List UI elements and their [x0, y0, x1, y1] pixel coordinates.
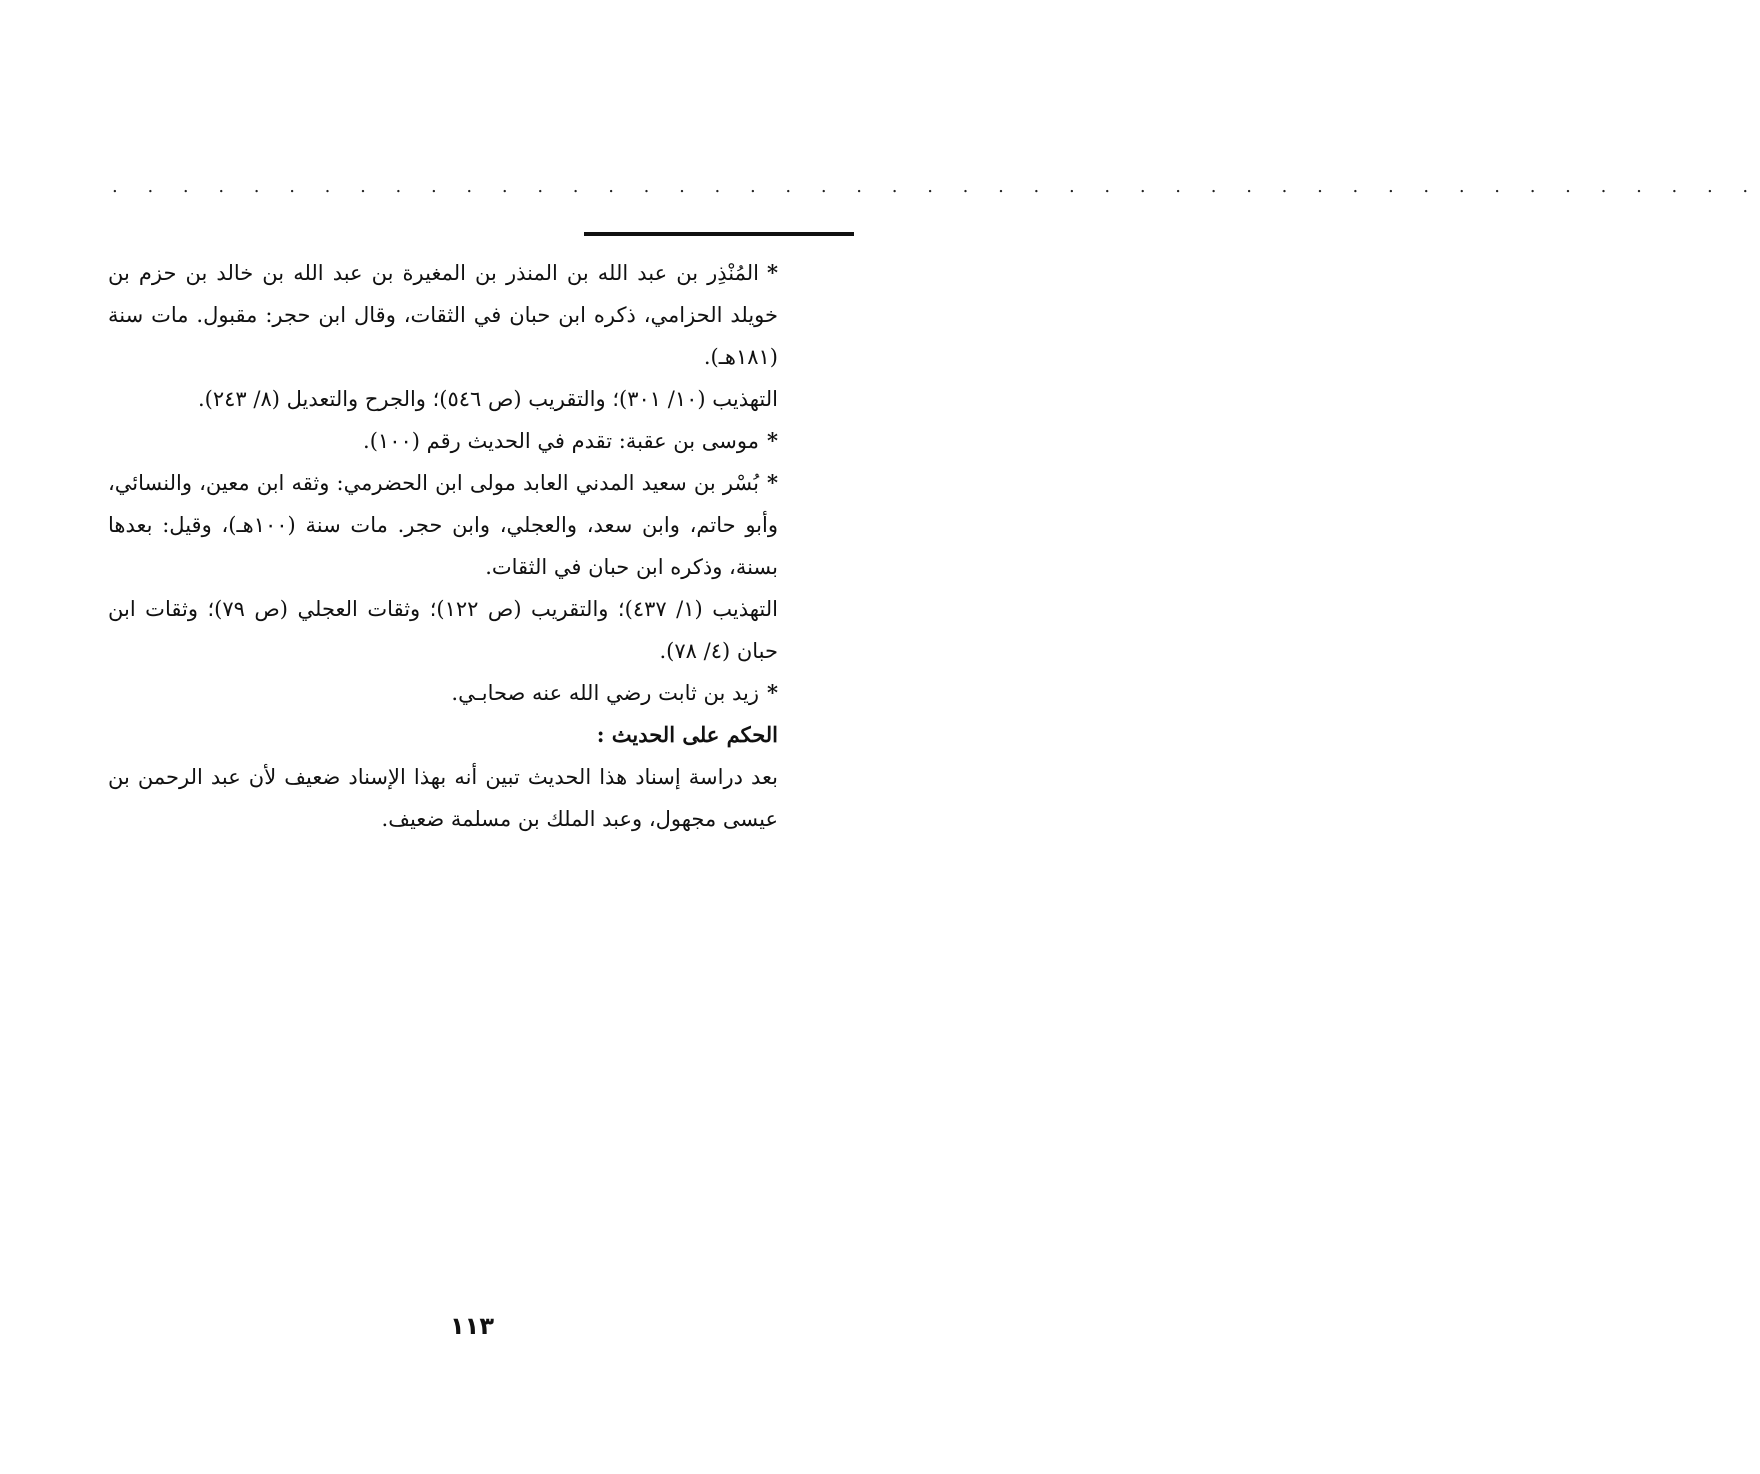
narrator-entry-busr: [108, 462, 778, 588]
footnote-rule: [584, 232, 854, 236]
narrator-entry-zayd: [108, 672, 778, 714]
narrator-entry-musa: [108, 420, 778, 462]
entry-text: التهذيب (١/ ٤٣٧)؛ والتقريب (ص ١٢٢)؛ وثقات العجلي (ص ٧٩)؛ وثقات ابن حبان (٤/ ٧٨).: [108, 597, 778, 663]
entry-marker: *: [767, 260, 778, 285]
entry-text: التهذيب (١٠/ ٣٠١)؛ والتقريب (ص ٥٤٦)؛ والجرح والتعديل (٨/ ٢٤٣).: [197, 387, 778, 411]
reference-entry: [108, 378, 778, 420]
entry-text: المُنْذِر بن عبد الله بن المنذر بن المغيرة بن عبد الله بن خالد بن حزم بن خويلد الحزامي، ذكره ابن حبان في الثقات، وقال ابن حجر: مقبول. مات سنة (١٨١هـ).: [108, 261, 778, 369]
reference-entry: [108, 588, 778, 672]
entry-marker: *: [767, 428, 778, 453]
ruling-heading: الحكم على الحديث :: [596, 722, 778, 747]
entry-text: بُسْر بن سعيد المدني العابد مولى ابن الحضرمي: وثقه ابن معين، والنسائي، وأبو حاتم، وابن سعد، والعجلي، وابن حجر. مات سنة (١٠٠هـ)، وقيل: بعدها بسنة، وذكره ابن حبان في الثقات.: [108, 471, 779, 579]
page-number: ١١٣: [450, 1312, 494, 1340]
entry-marker: *: [767, 470, 778, 495]
narrator-entry-almundhir: [108, 252, 778, 378]
entry-marker: *: [767, 680, 778, 705]
page-body: [108, 252, 778, 840]
entry-text: موسى بن عقبة: تقدم في الحديث رقم (١٠٠).: [363, 429, 760, 453]
ruling-text: بعد دراسة إسناد هذا الحديث تبين أنه بهذا الإسناد ضعيف لأن عبد الرحمن بن عيسى مجهول، وعبد الملك بن مسلمة ضعيف.: [108, 765, 778, 831]
footnote-separator-dots: . . . . . . . . . . . . . . . . . . . . . . . . . . . . . . . . . . . . . . . . . . . . . . .: [112, 176, 1760, 197]
entry-text: زيد بن ثابت رضي الله عنه صحابـي.: [451, 681, 760, 705]
